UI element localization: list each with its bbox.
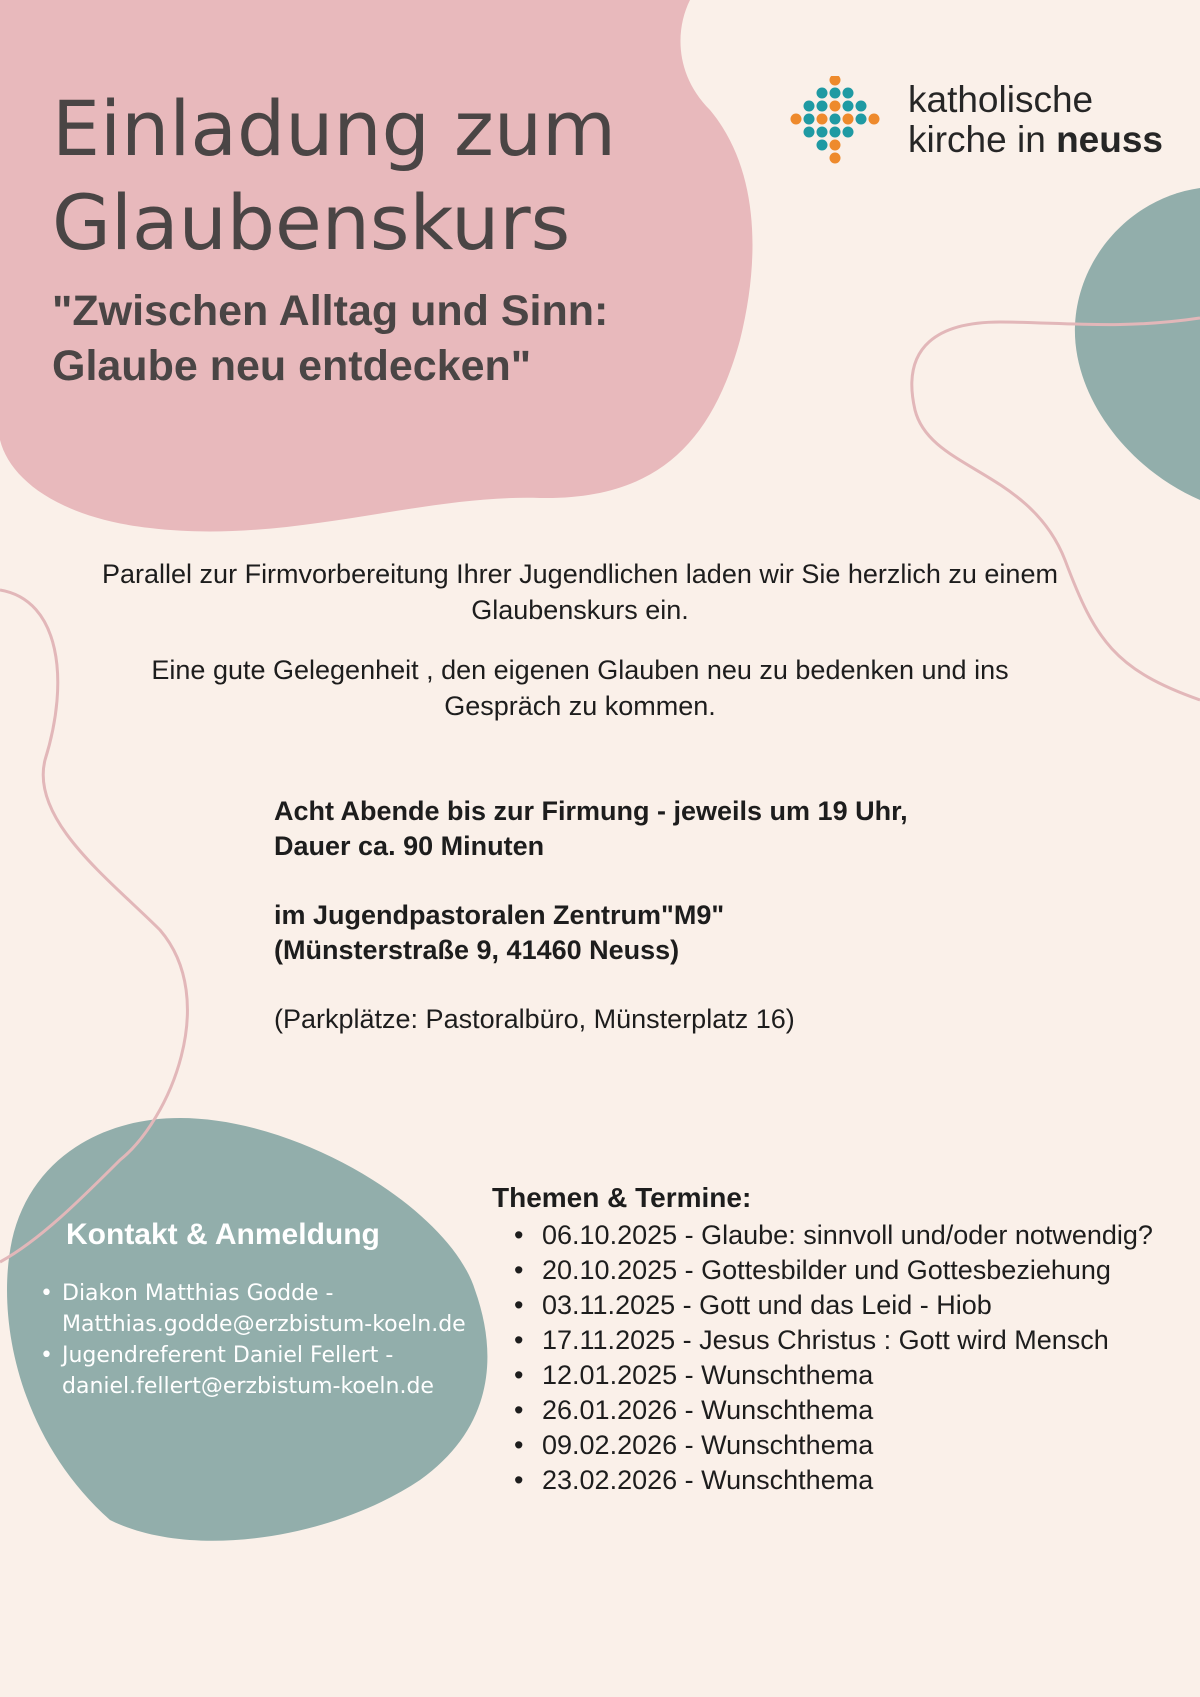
contact-name: • Jugendreferent Daniel Fellert - [62, 1343, 394, 1368]
page-title [52, 82, 616, 270]
themes-title: Themen & Termine: [492, 1182, 752, 1213]
logo-line-2-prefix: kirche in [908, 119, 1057, 160]
subtitle-line-2: Glaube neu entdecken" [52, 342, 532, 390]
theme-item: • 12.01.2025 - Wunschthema [510, 1358, 1190, 1393]
logo-line-1: katholische [908, 79, 1094, 120]
contact-item [40, 1340, 490, 1402]
intro-paragraph-2 [40, 652, 1120, 724]
teal-blob-right [1075, 188, 1200, 500]
contact-name: • Diakon Matthias Godde - [62, 1281, 334, 1306]
theme-item: • 06.10.2025 - Glaube: sinnvoll und/oder notwendig? [510, 1218, 1190, 1253]
contact-email-link[interactable]: daniel.fellert@erzbistum-koeln.de [62, 1374, 434, 1399]
schedule-info [274, 794, 1034, 864]
contact-email-link[interactable]: Matthias.godde@erzbistum-koeln.de [62, 1312, 466, 1337]
contact-item [40, 1278, 490, 1340]
contact-title: Kontakt & Anmeldung [66, 1218, 380, 1251]
intro-paragraph-1 [40, 556, 1120, 628]
theme-item: • 17.11.2025 - Jesus Christus : Gott wird Mensch [510, 1323, 1190, 1358]
schedule-line-1: Acht Abende bis zur Firmung - jeweils um 19 Uhr, [274, 796, 908, 826]
logo-line-2 [908, 120, 1163, 160]
contact-list [40, 1278, 490, 1402]
location-info [274, 898, 1034, 968]
theme-item: • 09.02.2026 - Wunschthema [510, 1428, 1190, 1463]
theme-item: • 23.02.2026 - Wunschthema [510, 1463, 1190, 1498]
title-line-1: Einladung zum [52, 84, 617, 173]
location-line-1: im Jugendpastoralen Zentrum"M9" [274, 900, 725, 930]
intro-p2-line-2: Gespräch zu kommen. [444, 691, 716, 721]
intro-p2-line-1: Eine gute Gelegenheit , den eigenen Glauben neu zu bedenken und ins [151, 655, 1009, 685]
title-line-2: Glaubenskurs [52, 178, 571, 267]
intro-p1-line-2: Glaubenskurs ein. [471, 595, 689, 625]
schedule-line-2: Dauer ca. 90 Minuten [274, 831, 545, 861]
intro-p1-line-1: Parallel zur Firmvorbereitung Ihrer Jugendlichen laden wir Sie herzlich zu einem [102, 559, 1058, 589]
theme-item: • 03.11.2025 - Gott und das Leid - Hiob [510, 1288, 1190, 1323]
logo-line-2-bold: neuss [1056, 119, 1163, 160]
page-subtitle [52, 284, 608, 394]
logo [790, 76, 1170, 166]
cross-dots-icon [790, 76, 880, 166]
location-line-2: (Münsterstraße 9, 41460 Neuss) [274, 935, 680, 965]
logo-text [908, 80, 1163, 160]
parking-info: (Parkplätze: Pastoralbüro, Münsterplatz 16) [274, 1004, 795, 1034]
theme-item: • 20.10.2025 - Gottesbilder und Gottesbeziehung [510, 1253, 1190, 1288]
subtitle-line-1: "Zwischen Alltag und Sinn: [52, 287, 609, 335]
themes-list [510, 1218, 1190, 1498]
theme-item: • 26.01.2026 - Wunschthema [510, 1393, 1190, 1428]
